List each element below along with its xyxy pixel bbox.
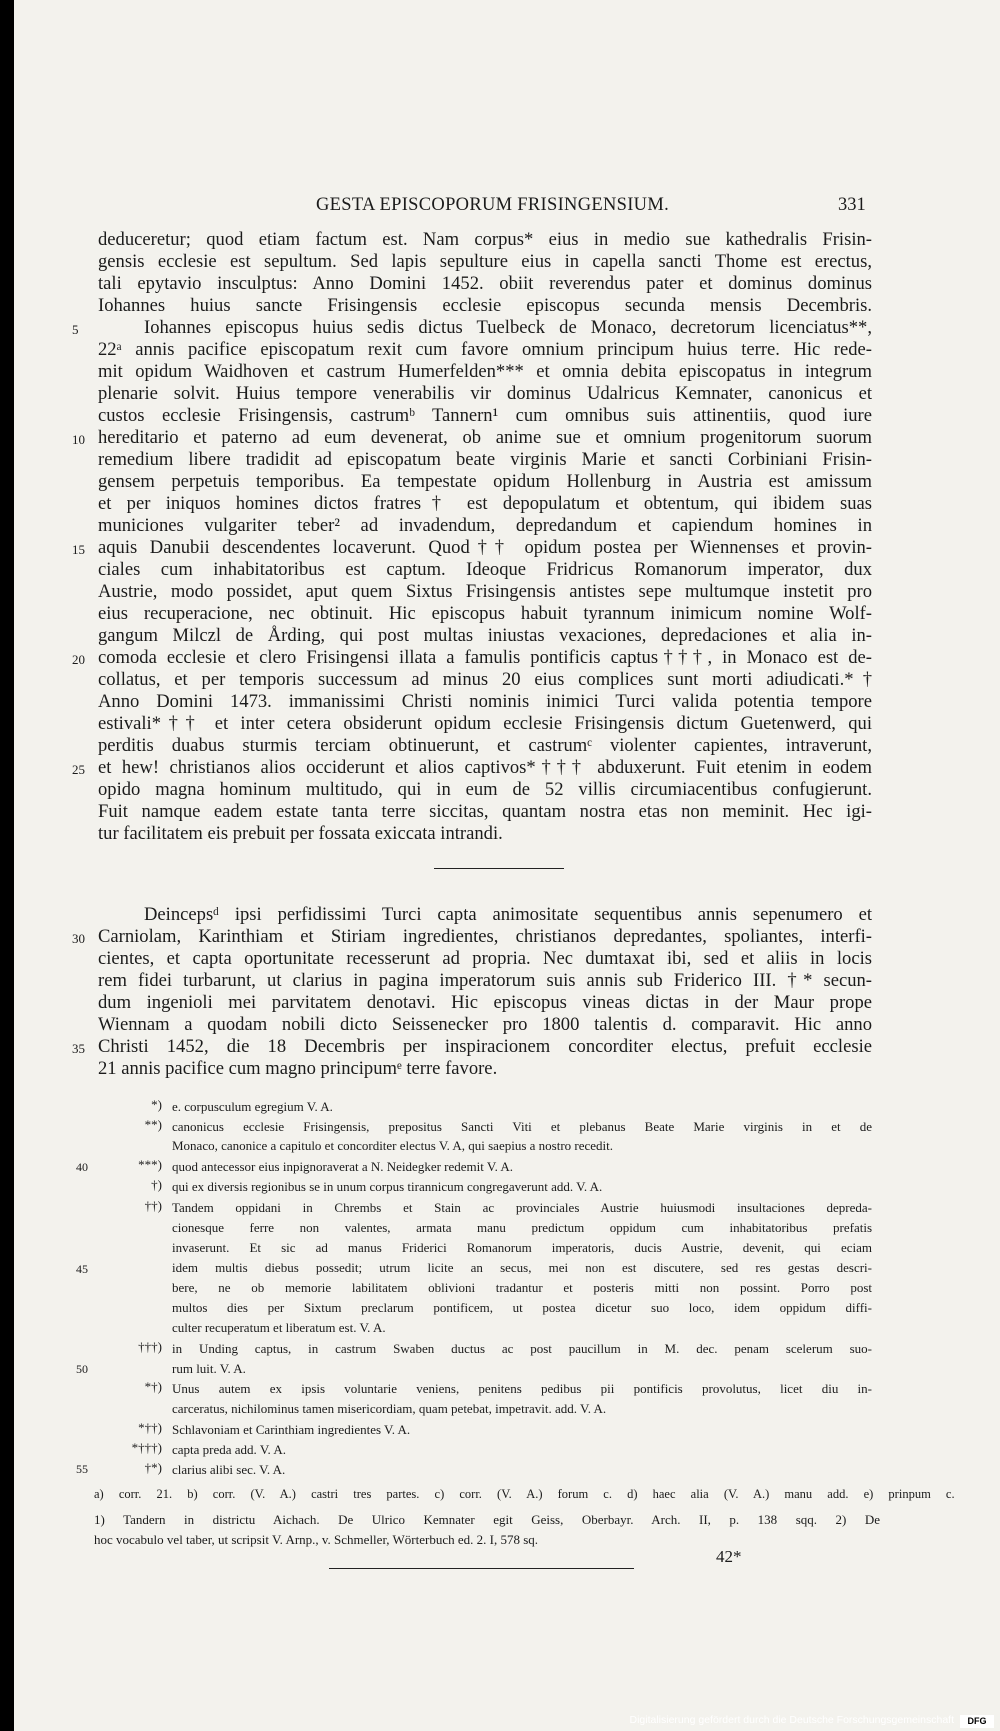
bottom-rule (329, 1568, 634, 1569)
line-number: 20 (72, 652, 85, 667)
text-line: gensem perpetuis temporibus. Ea tempestate opidum Hollenburg in Austria est amissum (98, 471, 872, 492)
editorial-note: 1) Tandern in districtu Aichach. De Ulrico Kemnater egit Geiss, Oberbayr. Arch. II, p. 138 sqq. 2) De (94, 1512, 880, 1527)
footnote-line: Unus autem ex ipsis voluntarie veniens, penitens pedibus pii pontificis provolutus, licet diu in- (172, 1381, 872, 1396)
text-line: Fuit namque eadem estate tanta terre siccitas, quantam nostra etas non meminit. Hec igi- (98, 801, 872, 822)
text-line: Deincepsᵈ ipsi perfidissimi Turci capta animositate sequentibus annis sepenumero et (144, 904, 872, 925)
digitization-footer (0, 1712, 1000, 1731)
text-line: Anno Domini 1473. immanissimi Christi nominis inimici Turci valida potentia tempore (98, 691, 872, 712)
text-line: cientes, et capta oportunitate recesserunt ad propria. Nec dumtaxat ibi, sed et aliis in locis (98, 948, 872, 969)
text-line: eius recuperacione, nec obtinuit. Hic episcopus habuit tyrannum inimicum nomine Wolf- (98, 603, 872, 624)
footnote-mark: **) (144, 1117, 162, 1132)
footnote-line: rum luit. V. A. (172, 1361, 246, 1376)
text-line: Christi 1452, die 18 Decembris per inspiracionem concorditer electus, prefuit ecclesie (98, 1036, 872, 1057)
text-line: remedium libere tradidit ad episcopatum beate virginis Marie et sancti Corbiniani Frisin- (98, 449, 872, 470)
footnote-line: multos dies per Sixtum preclarum pontificem, ut postea dicetur suo loco, idem oppidum diffi- (172, 1300, 872, 1315)
footnote-mark: ***) (138, 1157, 162, 1172)
critical-apparatus: a) corr. 21. b) corr. (V. A.) castri tres partes. c) corr. (V. A.) forum c. d) haec alia (V. A.) manu add. e) prinpum c. (94, 1487, 955, 1501)
line-number: 55 (76, 1462, 88, 1476)
text-line: Wiennam a quodam nobili dicto Seissenecker pro 1800 talentis d. comparavit. Hic anno (98, 1014, 872, 1035)
footnote-mark: †*) (144, 1460, 162, 1475)
text-line: ciales cum inhabitatoribus est captum. Ideoque Fridricus Romanorum imperator, dux (98, 559, 872, 580)
footnote-line: idem multis diebus possedit; utrum licite an secus, mei non est discutere, sed res gestas descri- (172, 1260, 872, 1275)
page-title: GESTA EPISCOPORUM FRISINGENSIUM. (316, 195, 669, 215)
footnote-line: cionesque ferre non valentes, armata manu predictum oppidum cum inhabitatoribus prefatis (172, 1220, 872, 1235)
line-number: 5 (72, 322, 79, 337)
text-line: Austrie, modo possidet, aput quem Sixtus Frisingensis antistes sepe multumque instetit pro (98, 581, 872, 602)
text-line: 22ᵃ annis pacifice episcopatum rexit cum favore omnium principum huius terre. Hic rede- (98, 339, 872, 360)
text-line: tur facilitatem eis prebuit per fossata exiccata intrandi. (98, 823, 503, 844)
text-line: municiones vulgariter teber² ad invadendum, depredandum et capiendum homines in (98, 515, 872, 536)
line-number: 15 (72, 542, 85, 557)
footnote-line: Tandem oppidani in Chrembs et Stain ac provinciales Austrie huiusmodi insultaciones depreda- (172, 1200, 872, 1215)
text-line: aquis Danubii descendentes locaverunt. Quod†† opidum postea per Wiennenses et provin- (98, 537, 872, 558)
footnote-mark: *†) (144, 1379, 162, 1394)
line-number: 25 (72, 762, 85, 777)
dfg-logo-icon: DFG (960, 1715, 994, 1728)
footnote-line: culter recuperatum et liberatum est. V. A. (172, 1320, 386, 1335)
editorial-note: hoc vocabulo vel taber, ut scripsit V. Arnp., v. Schmeller, Wörterbuch ed. 2. I, 578 sq. (94, 1532, 538, 1547)
page-number: 331 (838, 195, 866, 215)
text-line: tali epytavio insculptus: Anno Domini 1452. obiit reverendus pater et dominus dominus (98, 273, 872, 294)
footnote-line: invaserunt. Et sic ad manus Friderici Romanorum imperatoris, ducis Austrie, devenit, qui eciam (172, 1240, 872, 1255)
text-line: et per iniquos homines dictos fratres† est depopulatum et obtentum, qui ibidem suas (98, 493, 872, 514)
line-number: 50 (76, 1362, 88, 1376)
footnote-line: qui ex diversis regionibus se in unum corpus tirannicum congregaverunt add. V. A. (172, 1179, 603, 1194)
line-number: 45 (76, 1262, 88, 1276)
scanned-page (14, 0, 1000, 1731)
text-line: gensis ecclesie est sepultum. Sed lapis sepulture eius in capella sancti Thome est erectus, (98, 251, 872, 272)
footnote-line: quod antecessor eius inpignoraverat a N. Neidegker redemit V. A. (172, 1159, 514, 1174)
text-line: hereditario et paterno ad eum devenerat, ob anime sue et omnium progenitorum suorum (98, 427, 872, 448)
footer-credit: Digitalisierung gefördert durch die Deutsche Forschungsgemeinschaft (629, 1714, 954, 1726)
text-line: custos ecclesie Frisingensis, castrumᵇ Tannern¹ cum omnibus suis attinentiis, quod iure (98, 405, 872, 426)
text-line: rem fidei turbarunt, ut clarius in pagina imperatorum suis annis sub Friderico III. †* secun- (98, 970, 872, 991)
line-number: 40 (76, 1160, 88, 1174)
footnote-mark: †) (151, 1177, 162, 1192)
footnote-line: e. corpusculum egregium V. A. (172, 1099, 333, 1114)
footnote-line: capta preda add. V. A. (172, 1442, 286, 1457)
text-line: opido magna hominum multitudo, qui in eum de 52 villis circumiacentibus confugierunt. (98, 779, 872, 800)
line-number: 30 (72, 931, 85, 946)
footnote-line: carceratus, nichilominus tamen misericordiam, quam petebat, impetravit. add. V. A. (172, 1401, 607, 1416)
text-line: collatus, et per temporis successum ad minus 20 eius complices sunt morti adiudicati.*† (98, 669, 872, 690)
text-line: et hew! christianos alios occiderunt et alios captivos*††† abduxerunt. Fuit etenim in eodem (98, 757, 872, 778)
footnote-line: Monaco, canonice a capitulo et concorditer electus V. A, qui saepius a nostro recedit. (172, 1138, 614, 1153)
footnote-mark: ††) (144, 1198, 162, 1213)
footnote-line: canonicus ecclesie Frisingensis, prepositus Sancti Viti et plebanus Beate Marie virginis in et de (172, 1119, 872, 1134)
text-line: estivali*†† et inter cetera obsiderunt opidum ecclesie Frisingensis dictum Guetenwerd, qui (98, 713, 872, 734)
text-line: gangum Milczl de Årding, qui post multas iniustas vexaciones, depredaciones et alia in- (98, 625, 872, 646)
line-number: 35 (72, 1041, 85, 1056)
footnote-line: clarius alibi sec. V. A. (172, 1462, 286, 1477)
signature-mark: 42* (716, 1547, 742, 1566)
text-line: 21 annis pacifice cum magno principumᵉ terre favore. (98, 1058, 498, 1079)
text-line: deduceretur; quod etiam factum est. Nam corpus* eius in medio sue kathedralis Frisin- (98, 229, 872, 250)
footnote-mark: *) (151, 1097, 162, 1112)
line-number: 10 (72, 432, 85, 447)
running-header (14, 193, 1000, 221)
text-line: plenarie solvit. Huius tempore venerabilis vir dominus Udalricus Kemnater, canonicus et (98, 383, 872, 404)
text-line: comoda ecclesie et clero Frisingensi illata a famulis pontificis captus†††, in Monaco est de- (98, 647, 872, 668)
footnote-line: bere, ne ob memorie labilitatem oblivioni tradantur et posteris mitti non possint. Porro post (172, 1280, 872, 1295)
text-line: Carniolam, Karinthiam et Stiriam ingredientes, christianos depredantes, spoliantes, interfi- (98, 926, 872, 947)
section-rule (434, 868, 564, 869)
footnote-mark: †††) (138, 1339, 162, 1354)
text-line: perditis duabus sturmis terciam obtinuerunt, et castrumᶜ violenter capientes, intraverunt, (98, 735, 872, 756)
text-line: dum ingenioli mei parvitatem denotavi. Hic episcopus vineas dictas in der Maur prope (98, 992, 872, 1013)
footnote-line: in Unding captus, in castrum Swaben ductus ac post paucillum in M. dec. penam scelerum suo- (172, 1341, 872, 1356)
footnote-line: Schlavoniam et Carinthiam ingredientes V. A. (172, 1422, 411, 1437)
footnote-mark: *††) (138, 1420, 162, 1435)
text-line: mit opidum Waidhoven et castrum Humerfelden*** et omnia debita episcopatus in integrum (98, 361, 872, 382)
text-line: Iohannes huius sancte Frisingensis ecclesie episcopus secunda mensis Decembris. (98, 295, 872, 316)
text-line: Iohannes episcopus huius sedis dictus Tuelbeck de Monaco, decretorum licenciatus**, (144, 317, 872, 338)
footnote-mark: *†††) (131, 1440, 162, 1455)
